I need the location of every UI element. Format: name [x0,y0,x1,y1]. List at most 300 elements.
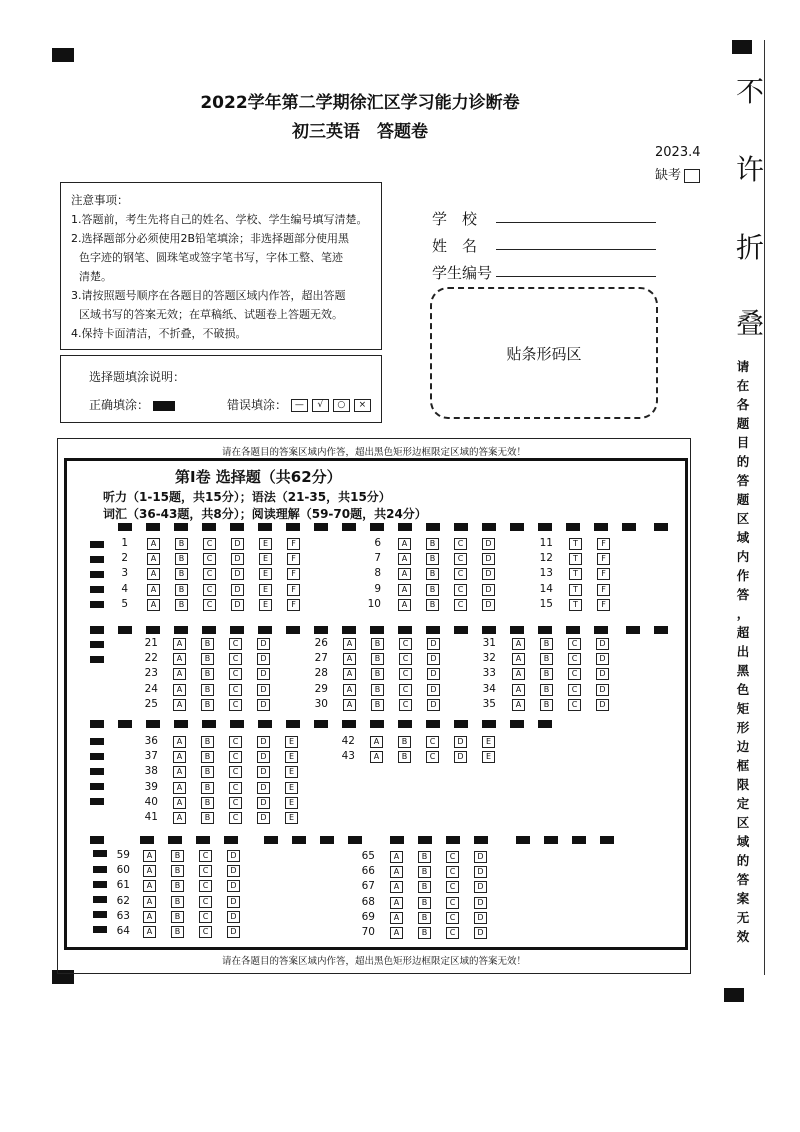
question-number: 70 [361,926,375,938]
answer-bubble[interactable]: C [229,812,242,824]
answer-bubble[interactable]: B [418,851,431,863]
answer-bubble[interactable]: C [454,599,467,611]
side-vertical-char: 框 [736,758,750,773]
answer-bubble[interactable]: C [199,896,212,908]
answer-bubble[interactable]: A [143,865,156,877]
timing-mark [446,836,460,844]
answer-bubble[interactable]: D [596,638,609,650]
fill-guide-wrong [227,396,375,413]
answer-bubble[interactable]: B [201,812,214,824]
answer-bubble[interactable]: T [569,584,582,596]
answer-bubble[interactable]: B [418,927,431,939]
question-number: 37 [144,750,158,763]
warning-bottom: 请在各题目的答案区域内作答，超出黑色矩形边框限定区域的答案无效！ [221,956,526,967]
answer-bubble[interactable]: B [201,751,214,763]
answer-bubble[interactable]: A [390,851,403,863]
side-vertical-char: 案 [736,891,750,906]
answer-bubble[interactable]: B [540,699,553,711]
answer-bubble[interactable]: C [454,584,467,596]
fill-guide-correct [89,396,175,413]
answer-bubble[interactable]: A [512,684,525,696]
timing-mark [594,626,608,634]
answer-bubble[interactable]: C [203,568,216,580]
timing-mark [370,720,384,728]
answer-bubble[interactable]: B [426,568,439,580]
answer-bubble[interactable]: D [427,668,440,680]
question-number: 29 [314,682,328,695]
registration-mark-top-right [732,40,752,54]
question-number: 26 [314,637,328,649]
answer-bubble[interactable]: D [482,538,495,550]
timing-mark [398,523,412,531]
question-number: 60 [116,864,130,877]
answer-bubble[interactable]: C [199,911,212,923]
answer-bubble[interactable]: D [474,866,487,878]
answer-bubble[interactable]: B [426,553,439,565]
answer-bubble[interactable]: F [287,538,300,550]
answer-bubble[interactable]: B [371,638,384,650]
side-vertical-char: 矩 [736,701,750,716]
answer-bubble[interactable]: C [568,684,581,696]
answer-bubble[interactable]: C [446,866,459,878]
wrong-sample-circle: ○ [333,399,350,412]
side-vertical-char: 效 [736,929,750,944]
side-vertical-char: 黑 [736,663,750,678]
answer-bubble[interactable]: D [257,766,270,778]
question-number: 11 [539,537,553,549]
timing-mark [314,626,328,634]
notice-line: 3.请按照题号顺序在各题目的答题区域内作答，超出答题 [71,289,346,302]
answer-bubble[interactable]: B [371,668,384,680]
section-desc-2: 词汇（36-43题，共8分）；阅读理解（59-70题，共24分） [103,507,427,521]
answer-bubble[interactable]: A [390,927,403,939]
answer-bubble[interactable]: D [596,668,609,680]
answer-bubble[interactable]: D [257,638,270,650]
answer-bubble[interactable]: E [259,584,272,596]
answer-bubble[interactable]: C [446,912,459,924]
answer-bubble[interactable]: B [175,584,188,596]
answer-bubble[interactable]: A [398,568,411,580]
answer-bubble[interactable]: E [285,812,298,824]
side-vertical-char: 的 [736,454,750,469]
answer-bubble[interactable]: A [143,926,156,938]
answer-bubble[interactable]: B [201,699,214,711]
answer-bubble[interactable]: T [569,553,582,565]
answer-bubble[interactable]: A [147,553,160,565]
side-vertical-char: 答 [736,587,750,602]
answer-bubble[interactable]: C [426,751,439,763]
answer-bubble[interactable]: E [259,553,272,565]
answer-bubble[interactable]: A [173,766,186,778]
timing-mark [538,523,552,531]
absent-checkbox[interactable] [684,169,700,183]
answer-bubble[interactable]: D [427,653,440,665]
answer-bubble[interactable]: D [231,599,244,611]
answer-bubble[interactable]: B [175,538,188,550]
answer-bubble[interactable]: B [418,912,431,924]
answer-bubble[interactable]: F [287,584,300,596]
answer-bubble[interactable]: D [231,568,244,580]
answer-bubble[interactable]: A [398,538,411,550]
answer-bubble[interactable]: A [173,782,186,794]
answer-bubble[interactable]: T [569,568,582,580]
answer-bubble[interactable]: A [147,538,160,550]
answer-bubble[interactable]: C [454,553,467,565]
answer-bubble[interactable]: B [418,897,431,909]
timing-mark [90,641,104,648]
answer-bubble[interactable]: D [231,553,244,565]
answer-bubble[interactable]: B [201,736,214,748]
answer-bubble[interactable]: D [257,751,270,763]
answer-bubble[interactable]: A [398,599,411,611]
timing-mark [90,768,104,775]
answer-bubble[interactable]: D [257,653,270,665]
school-field[interactable] [496,222,656,223]
timing-mark [342,626,356,634]
answer-bubble[interactable]: A [343,668,356,680]
answer-bubble[interactable]: C [446,897,459,909]
timing-mark [510,720,524,728]
side-vertical-char: 请 [736,359,750,374]
side-vertical-warning [728,357,758,946]
answer-bubble[interactable]: T [569,538,582,550]
side-vertical-char: ， [736,606,750,621]
answer-bubble[interactable]: A [512,699,525,711]
side-vertical-char: 内 [736,549,750,564]
answer-bubble[interactable]: D [227,926,240,938]
answer-bubble[interactable]: B [540,684,553,696]
answer-bubble[interactable]: D [474,881,487,893]
answer-bubble[interactable]: A [512,638,525,650]
answer-bubble[interactable]: C [203,584,216,596]
answer-bubble[interactable]: D [454,736,467,748]
answer-bubble[interactable]: D [257,699,270,711]
answer-bubble[interactable]: B [540,638,553,650]
answer-bubble[interactable]: A [370,751,383,763]
answer-bubble[interactable]: C [399,638,412,650]
timing-mark [600,836,614,844]
answer-bubble[interactable]: B [398,751,411,763]
answer-bubble[interactable]: A [390,866,403,878]
answer-bubble[interactable]: F [287,568,300,580]
answer-bubble[interactable]: C [229,782,242,794]
answer-bubble[interactable]: A [398,584,411,596]
answer-bubble[interactable]: B [540,668,553,680]
answer-bubble[interactable]: A [173,638,186,650]
answer-bubble[interactable]: B [171,911,184,923]
answer-bubble[interactable]: A [143,880,156,892]
answer-bubble[interactable]: A [143,850,156,862]
answer-bubble[interactable]: B [418,881,431,893]
answer-bubble[interactable]: B [171,880,184,892]
answer-bubble[interactable]: B [426,599,439,611]
notice-line: 区域书写的答案无效；在草稿纸、试题卷上答题无效。 [79,308,343,321]
answer-bubble[interactable]: A [147,599,160,611]
answer-bubble[interactable]: A [370,736,383,748]
answer-bubble[interactable]: C [199,880,212,892]
question-number: 27 [314,652,328,665]
side-vertical-char: 无 [736,910,750,925]
answer-bubble[interactable]: A [390,897,403,909]
answer-bubble[interactable]: F [287,599,300,611]
answer-bubble[interactable]: C [229,736,242,748]
answer-bubble[interactable]: B [371,653,384,665]
answer-bubble[interactable]: C [199,850,212,862]
answer-bubble[interactable]: A [173,699,186,711]
timing-mark [398,720,412,728]
answer-bubble[interactable]: C [446,881,459,893]
answer-bubble[interactable]: B [201,797,214,809]
side-vertical-char: 形 [736,720,750,735]
answer-bubble[interactable]: B [426,584,439,596]
question-number: 9 [374,582,381,595]
answer-bubble[interactable]: C [229,668,242,680]
answer-bubble[interactable]: D [482,568,495,580]
answer-bubble[interactable]: A [173,797,186,809]
notice-heading: 注意事项： [71,193,129,207]
question-number: 7 [374,552,381,565]
answer-bubble[interactable]: E [285,782,298,794]
answer-bubble[interactable]: C [203,553,216,565]
question-number: 13 [539,567,553,580]
answer-bubble[interactable]: B [201,668,214,680]
timing-mark [202,626,216,634]
answer-bubble[interactable]: C [568,653,581,665]
question-number: 12 [539,552,553,565]
answer-bubble[interactable]: C [568,638,581,650]
answer-bubble[interactable]: B [371,684,384,696]
answer-bubble[interactable]: A [143,911,156,923]
answer-bubble[interactable]: C [199,926,212,938]
answer-bubble[interactable]: A [512,668,525,680]
answer-bubble[interactable]: D [482,599,495,611]
timing-mark [286,523,300,531]
answer-bubble[interactable]: C [568,668,581,680]
answer-bubble[interactable]: B [398,736,411,748]
answer-bubble[interactable]: D [596,653,609,665]
answer-bubble[interactable]: D [257,668,270,680]
answer-bubble[interactable]: C [454,538,467,550]
answer-bubble[interactable]: B [201,782,214,794]
fill-guide-box [60,355,382,423]
answer-bubble[interactable]: D [257,736,270,748]
timing-mark [426,626,440,634]
answer-bubble[interactable]: B [171,926,184,938]
question-number: 10 [367,597,381,610]
answer-bubble[interactable]: C [203,538,216,550]
answer-bubble[interactable]: E [285,751,298,763]
answer-bubble[interactable]: E [482,736,495,748]
answer-bubble[interactable]: C [454,568,467,580]
answer-bubble[interactable]: E [259,538,272,550]
answer-bubble[interactable]: B [175,553,188,565]
answer-bubble[interactable]: D [227,850,240,862]
answer-bubble[interactable]: D [227,896,240,908]
answer-bubble[interactable]: A [173,812,186,824]
answer-bubble[interactable]: D [427,684,440,696]
answer-bubble[interactable]: A [173,684,186,696]
answer-bubble[interactable]: E [285,766,298,778]
answer-bubble[interactable]: T [569,599,582,611]
answer-bubble[interactable]: B [201,684,214,696]
barcode-label: 贴条形码区 [506,344,582,363]
answer-bubble[interactable]: E [285,797,298,809]
answer-bubble[interactable]: B [175,599,188,611]
answer-bubble[interactable]: A [343,684,356,696]
timing-mark [538,720,552,728]
question-number: 69 [361,910,375,923]
answer-bubble[interactable]: A [147,568,160,580]
answer-bubble[interactable]: C [399,668,412,680]
answer-bubble[interactable]: D [227,911,240,923]
correct-sample [153,401,175,411]
question-number: 28 [314,667,328,680]
answer-bubble[interactable]: D [231,584,244,596]
answer-bubble[interactable]: D [596,684,609,696]
timing-mark [168,836,182,844]
answer-bubble[interactable]: F [287,553,300,565]
answer-bubble[interactable]: D [474,927,487,939]
answer-bubble[interactable]: A [143,896,156,908]
answer-bubble[interactable]: E [285,736,298,748]
section-desc-1: 听力（1-15题，共15分）；语法（21-35，共15分） [103,490,391,504]
answer-bubble[interactable]: C [229,699,242,711]
question-number: 35 [482,697,496,710]
answer-bubble[interactable]: D [231,538,244,550]
answer-bubble[interactable]: B [426,538,439,550]
answer-bubble[interactable]: D [257,684,270,696]
timing-mark [626,626,640,634]
answer-bubble[interactable]: B [540,653,553,665]
answer-bubble[interactable]: A [390,881,403,893]
side-vertical-char: 作 [736,568,750,583]
absent-marker[interactable] [655,164,700,183]
question-number: 64 [116,925,130,937]
answer-bubble[interactable]: C [229,766,242,778]
side-vertical-char: 目 [736,435,750,450]
answer-bubble[interactable]: D [257,782,270,794]
answer-bubble[interactable]: C [446,851,459,863]
question-number: 33 [482,667,496,680]
answer-bubble[interactable]: D [454,751,467,763]
answer-bubble[interactable]: A [173,653,186,665]
answer-bubble[interactable]: D [227,865,240,877]
timing-mark [516,836,530,844]
answer-bubble[interactable]: A [173,736,186,748]
fill-guide-heading: 选择题填涂说明： [89,370,186,384]
answer-bubble[interactable]: B [371,699,384,711]
answer-bubble[interactable]: B [171,896,184,908]
side-vertical-char: 在 [736,378,750,393]
answer-bubble[interactable]: C [229,684,242,696]
answer-bubble[interactable]: F [597,568,610,580]
timing-mark [90,753,104,760]
answer-bubble[interactable]: D [257,812,270,824]
student-id-field[interactable] [496,276,656,277]
answer-bubble[interactable]: D [474,851,487,863]
question-number: 65 [361,850,375,862]
answer-bubble[interactable]: C [203,599,216,611]
answer-bubble[interactable]: A [398,553,411,565]
answer-bubble[interactable]: C [568,699,581,711]
answer-bubble[interactable]: B [418,866,431,878]
answer-bubble[interactable]: E [259,568,272,580]
answer-bubble[interactable]: F [597,584,610,596]
answer-bubble[interactable]: C [199,865,212,877]
answer-bubble[interactable]: B [201,653,214,665]
answer-bubble[interactable]: C [426,736,439,748]
answer-bubble[interactable]: B [201,638,214,650]
answer-bubble[interactable]: D [482,584,495,596]
answer-bubble[interactable]: F [597,538,610,550]
question-number: 22 [144,652,158,665]
barcode-area [430,287,658,419]
answer-bubble[interactable]: D [596,699,609,711]
answer-bubble[interactable]: A [512,653,525,665]
answer-bubble[interactable]: A [173,668,186,680]
question-number: 21 [144,637,158,649]
answer-bubble[interactable]: A [343,653,356,665]
answer-bubble[interactable]: B [171,850,184,862]
answer-bubble[interactable]: B [171,865,184,877]
answer-bubble[interactable]: A [343,699,356,711]
timing-mark [90,738,104,745]
wrong-sample-check: √ [312,399,329,412]
timing-mark [286,720,300,728]
side-vertical-char: 题 [736,416,750,431]
answer-bubble[interactable]: D [427,699,440,711]
answer-bubble[interactable]: D [427,638,440,650]
timing-mark [566,626,580,634]
answer-bubble[interactable]: E [259,599,272,611]
timing-mark [90,626,104,634]
answer-bubble[interactable]: A [343,638,356,650]
side-vertical-char: 出 [736,644,750,659]
answer-bubble[interactable]: D [227,880,240,892]
answer-bubble[interactable]: D [257,797,270,809]
question-number: 34 [482,682,496,695]
answer-bubble[interactable]: C [399,653,412,665]
school-label: 学 校 [432,210,478,228]
answer-bubble[interactable]: C [446,927,459,939]
timing-mark [174,626,188,634]
notice-line: 1.答题前，考生先将自己的姓名、学校、学生编号填写清楚。 [71,213,368,226]
answer-bubble[interactable]: A [390,912,403,924]
answer-bubble[interactable]: C [229,751,242,763]
answer-bubble[interactable]: E [482,751,495,763]
answer-bubble[interactable]: F [597,553,610,565]
timing-mark [258,720,272,728]
answer-bubble[interactable]: F [597,599,610,611]
answer-bubble[interactable]: C [229,653,242,665]
answer-bubble[interactable]: C [229,638,242,650]
question-number: 31 [482,637,496,649]
answer-bubble[interactable]: B [201,766,214,778]
answer-bubble[interactable]: C [399,684,412,696]
answer-bubble[interactable]: B [175,568,188,580]
timing-mark [370,523,384,531]
name-field[interactable] [496,249,656,250]
answer-bubble[interactable]: A [147,584,160,596]
answer-bubble[interactable]: D [474,912,487,924]
answer-bubble[interactable]: D [482,553,495,565]
question-number: 24 [144,682,158,695]
answer-bubble[interactable]: A [173,751,186,763]
answer-bubble[interactable]: C [229,797,242,809]
side-vertical-char: 答 [736,473,750,488]
answer-bubble[interactable]: D [474,897,487,909]
answer-bubble[interactable]: C [399,699,412,711]
